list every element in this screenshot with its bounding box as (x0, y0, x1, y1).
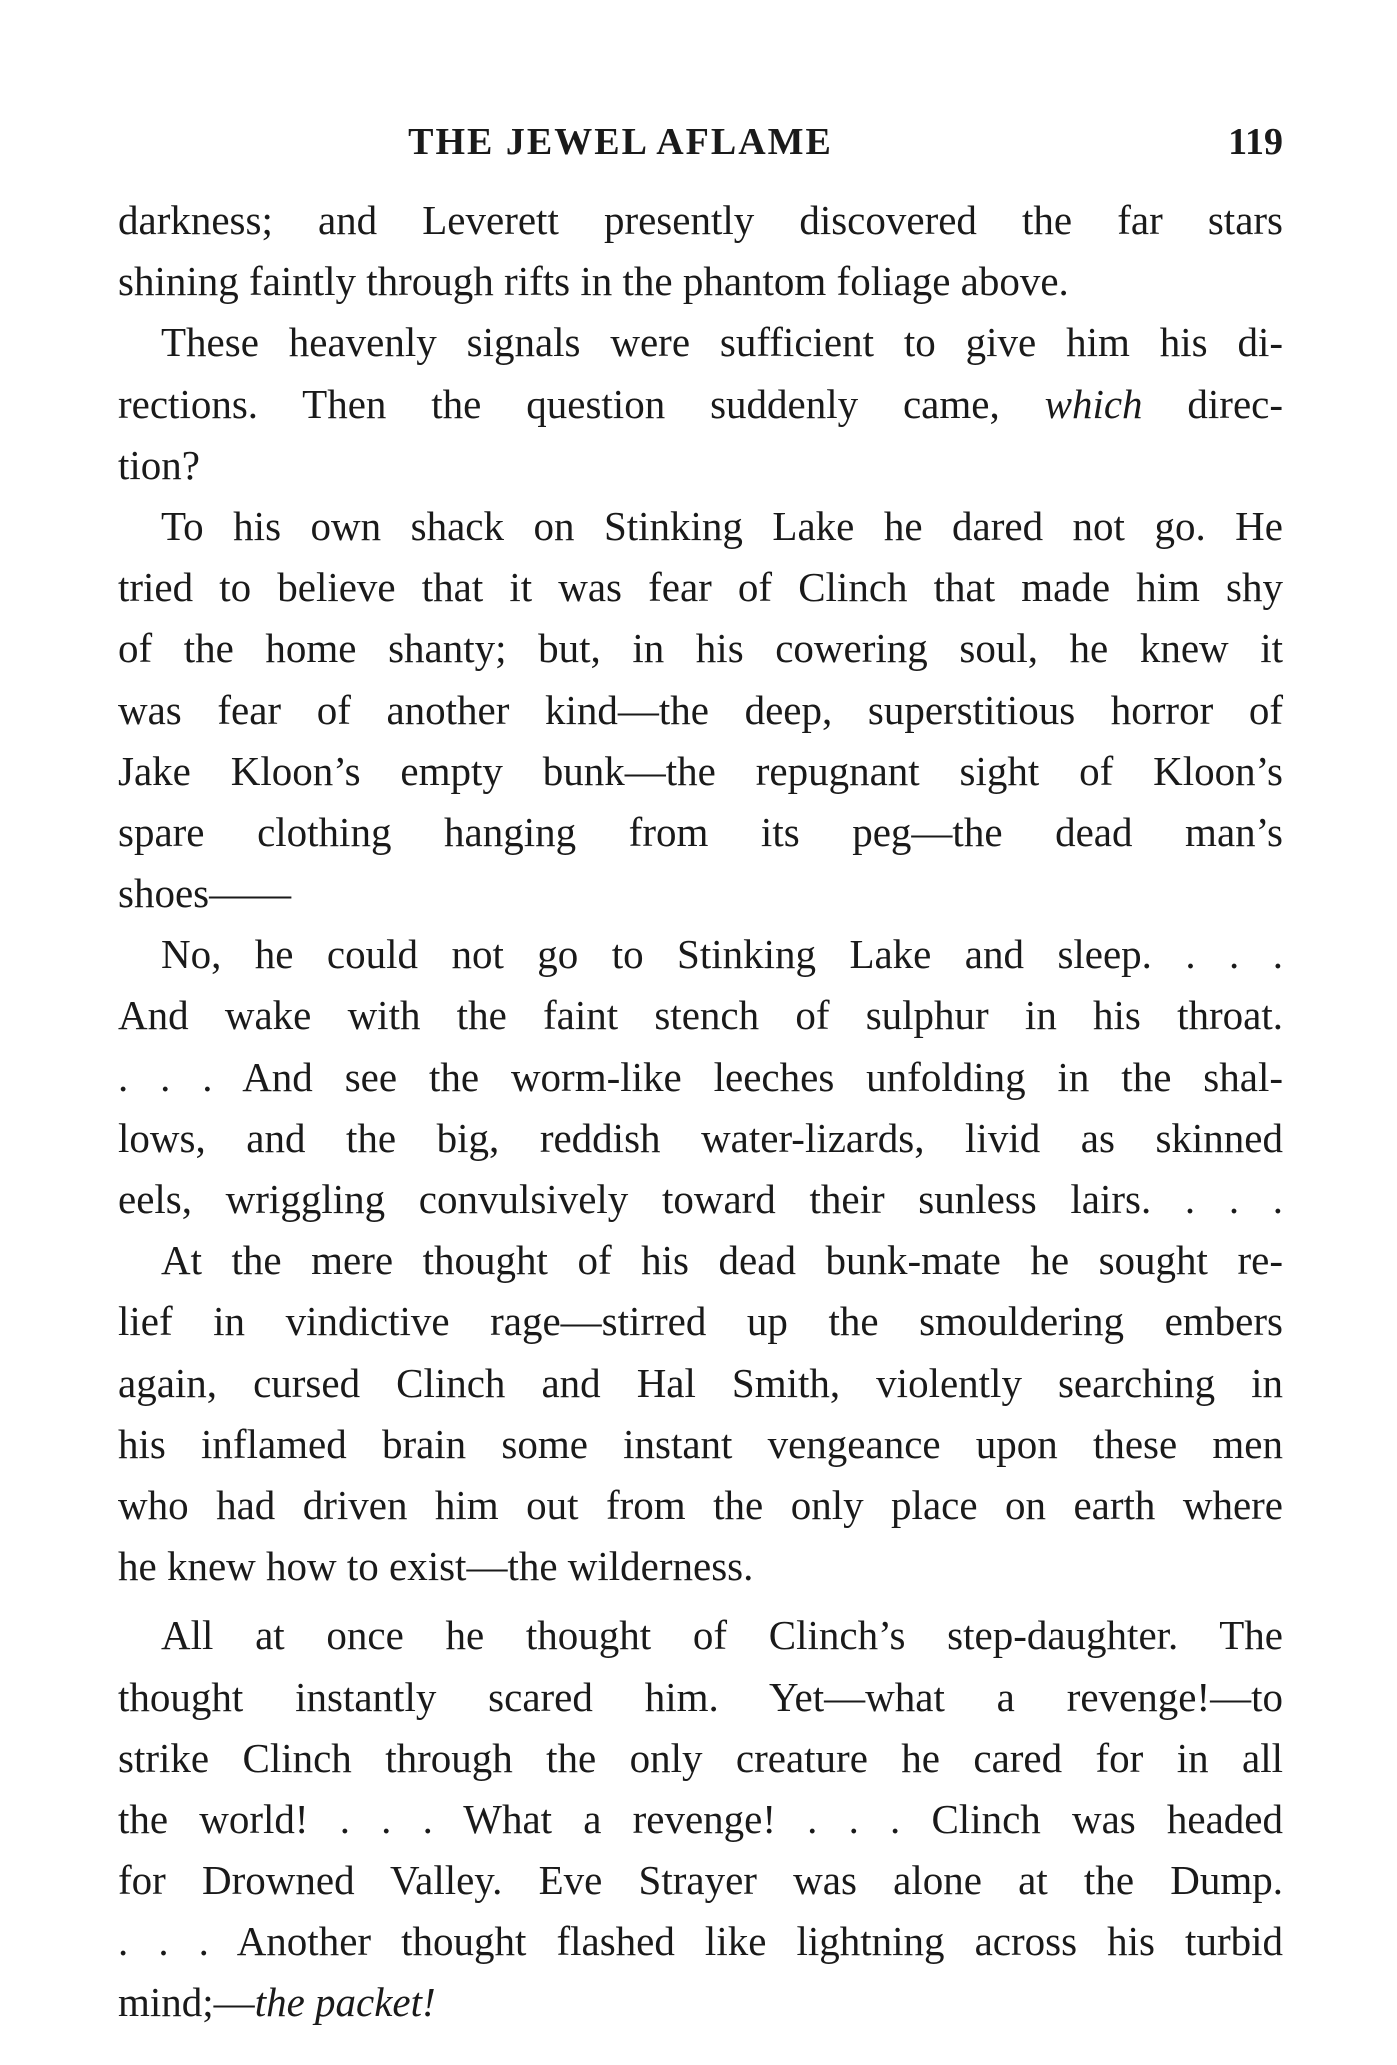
text-line: Jake Kloon’s empty bunk—the repugnant sight of Kloon’s (118, 747, 1283, 794)
text-line: shining faintly through rifts in the phantom foliage above. (118, 258, 1069, 305)
text-line (118, 1972, 1283, 2033)
text-line: lief in vindictive rage—stirred up the smouldering embers (118, 1298, 1283, 1345)
text-line: strike Clinch through the only creature he cared for in all (118, 1734, 1283, 1781)
text-line: tion? (118, 441, 200, 488)
text-segment: rections. Then the question suddenly came, (118, 380, 1000, 427)
italic-word: which (1044, 380, 1143, 427)
running-title: THE JEWEL AFLAME (408, 121, 833, 163)
text-line: All at once he thought of Clinch’s step-daughter. The (161, 1612, 1283, 1659)
text-line: shoes—— (118, 870, 292, 917)
text-line: was fear of another kind—the deep, superstitious horror of (118, 686, 1283, 733)
italic-phrase: the packet! (254, 1979, 436, 2026)
text-line: darkness; and Leverett presently discovered the far stars (118, 197, 1283, 243)
text-line: for Drowned Valley. Eve Strayer was alone at the Dump. (118, 1857, 1283, 1904)
text-line: These heavenly signals were sufficient to give him his di- (161, 319, 1283, 366)
text-segment: direc- (1187, 380, 1283, 427)
paragraph-gap (118, 1597, 1283, 1605)
text-line: At the mere thought of his dead bunk-mate he sought re- (161, 1237, 1283, 1284)
page-number: 119 (1228, 121, 1283, 163)
text-line (118, 374, 1283, 435)
body-text (118, 190, 1283, 2034)
text-line: again, cursed Clinch and Hal Smith, violently searching in (118, 1359, 1283, 1406)
running-head (118, 112, 1283, 172)
text-line: To his own shack on Stinking Lake he dared not go. He (161, 502, 1283, 549)
text-line: of the home shanty; but, in his cowering soul, he knew it (118, 625, 1283, 672)
text-line: spare clothing hanging from its peg—the dead man’s (118, 808, 1283, 855)
text-line: tried to believe that it was fear of Clinch that made him shy (118, 564, 1283, 611)
text-line: thought instantly scared him. Yet—what a revenge!—to (118, 1673, 1283, 1720)
text-line: eels, wriggling convulsively toward their sunless lairs. . . . (118, 1176, 1283, 1222)
text-line: No, he could not go to Stinking Lake and sleep. . . . (161, 931, 1283, 978)
text-line: And wake with the faint stench of sulphur in his throat. (118, 992, 1283, 1039)
text-line: . . . Another thought flashed like lightning across his turbid (118, 1918, 1283, 1965)
text-line: his inflamed brain some instant vengeance upon these men (118, 1420, 1283, 1467)
text-segment: mind;— (118, 1979, 255, 2026)
text-line: . . . And see the worm-like leeches unfolding in the shal- (118, 1053, 1283, 1100)
text-line: lows, and the big, reddish water-lizards, livid as skinned (118, 1114, 1283, 1161)
text-line: who had driven him out from the only place on earth where (118, 1481, 1283, 1528)
text-line: the world! . . . What a revenge! . . . Clinch was headed (118, 1795, 1283, 1842)
text-line: he knew how to exist—the wilderness. (118, 1543, 754, 1590)
